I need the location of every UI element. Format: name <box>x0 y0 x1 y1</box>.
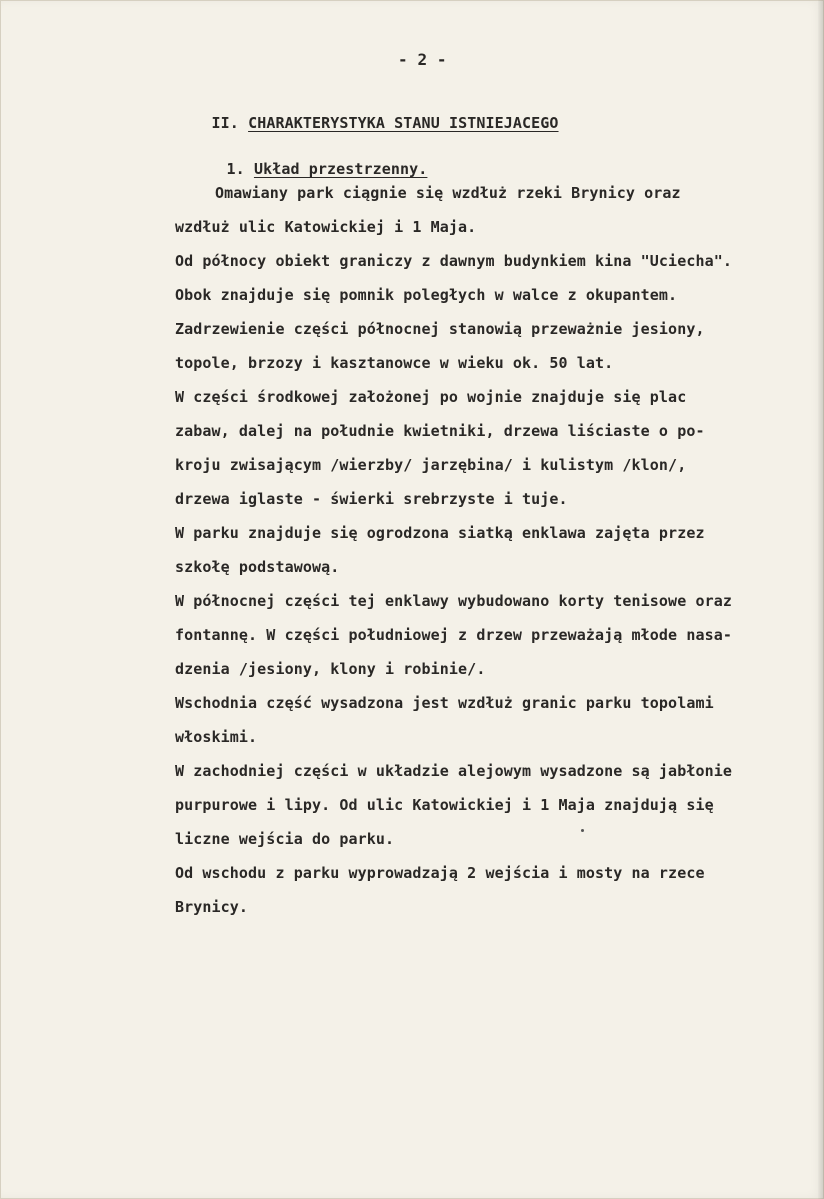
body-line: kroju zwisającym /wierzby/ jarzębina/ i kulistym /klon/, <box>175 456 687 474</box>
section-heading <box>175 101 559 146</box>
body-line: liczne wejścia do parku. <box>175 830 395 848</box>
subsection-number: 1. <box>226 160 245 178</box>
body-line: W części środkowej założonej po wojnie znajduje się plac <box>175 388 687 406</box>
page-edge-shadow <box>818 0 824 1199</box>
body-line: fontannę. W części południowej z drzew przeważają młode nasa- <box>175 626 732 644</box>
body-line: włoskimi. <box>175 728 258 746</box>
body-line: W zachodniej części w układzie alejowym wysadzone są jabłonie <box>175 762 732 780</box>
section-title: CHARAKTERYSTYKA STANU ISTNIEJACEGO <box>248 114 559 132</box>
body-line: W parku znajduje się ogrodzona siatką enklawa zajęta przez <box>175 524 705 542</box>
body-line: Zadrzewienie części północnej stanowią przeważnie jesiony, <box>175 320 705 338</box>
subsection-title: Układ przestrzenny. <box>253 160 428 178</box>
body-line: Od wschodu z parku wyprowadzają 2 wejścia i mosty na rzece <box>175 864 705 882</box>
body-line: Brynicy. <box>175 898 249 916</box>
body-line: Od północy obiekt graniczy z dawnym budynkiem kina "Uciecha". <box>175 252 732 270</box>
body-line: szkołę podstawową. <box>175 558 340 576</box>
body-line: topole, brzozy i kasztanowce w wieku ok. 50 lat. <box>175 354 614 372</box>
body-line: wzdłuż ulic Katowickiej i 1 Maja. <box>175 218 477 236</box>
body-line: Wschodnia część wysadzona jest wzdłuż granic parku topolami <box>175 694 714 712</box>
body-line: W północnej części tej enklawy wybudowano korty tenisowe oraz <box>175 592 732 610</box>
body-line: zabaw, dalej na południe kwietniki, drzewa liściaste o po- <box>175 422 705 440</box>
body-line: Omawiany park ciągnie się wzdłuż rzeki Brynicy oraz <box>215 184 681 202</box>
section-number: II. <box>211 114 239 132</box>
body-line: purpurowe i lipy. Od ulic Katowickiej i 1 Maja znajdują się <box>175 796 714 814</box>
body-line: dzenia /jesiony, klony i robinie/. <box>175 660 486 678</box>
body-line: Obok znajduje się pomnik poległych w walce z okupantem. <box>175 286 678 304</box>
body-line: drzewa iglaste - świerki srebrzyste i tuje. <box>175 490 568 508</box>
ink-speck <box>581 829 584 832</box>
page-number: - 2 - <box>398 50 447 69</box>
